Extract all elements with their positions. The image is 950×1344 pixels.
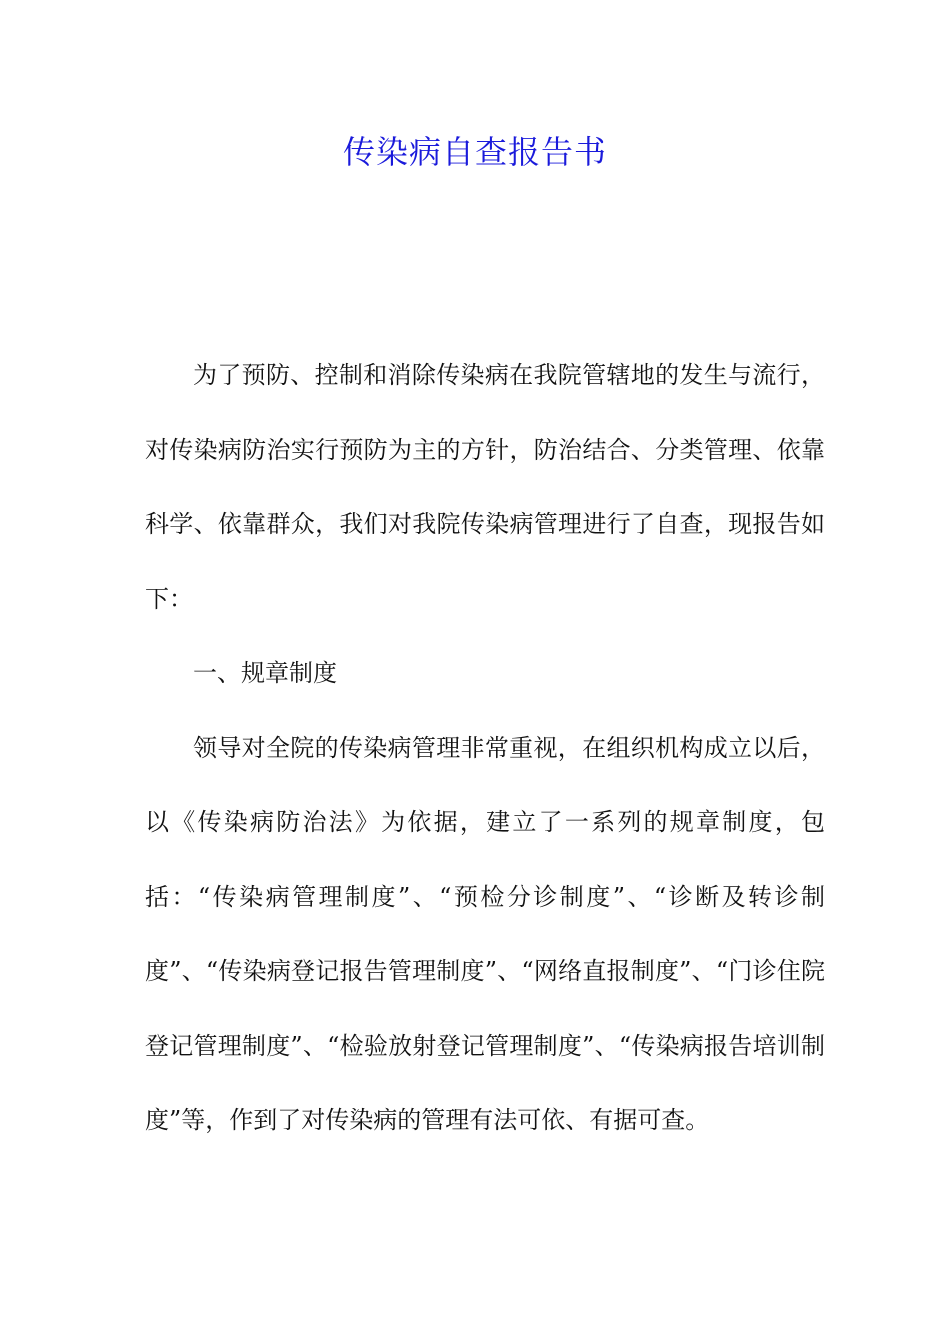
section-heading-regulations: 一、规章制度 [193, 659, 337, 687]
document-title: 传染病自查报告书 [342, 133, 607, 171]
document-body [145, 338, 825, 1158]
intro-paragraph: 为了预防、控制和消除传染病在我院管辖地的发生与流行，对传染病防治实行预防为主的方针，防治结合、分类管理、依靠科学、依靠群众，我们对我院传染病管理进行了自查，现报告如下： [145, 361, 825, 613]
regulations-paragraph: 领导对全院的传染病管理非常重视，在组织机构成立以后，以《传染病防治法》为依据，建立了一系列的规章制度，包括：“传染病管理制度”、“预检分诊制度”、“诊断及转诊制度”、“传染病登记报告管理制度”、“网络直报制度”、“门诊住院登记管理制度”、“检验放射登记管理制度”、“传染病报告培训制度”等，作到了对传染病的管理有法可依、有据可查。 [145, 733, 825, 1134]
